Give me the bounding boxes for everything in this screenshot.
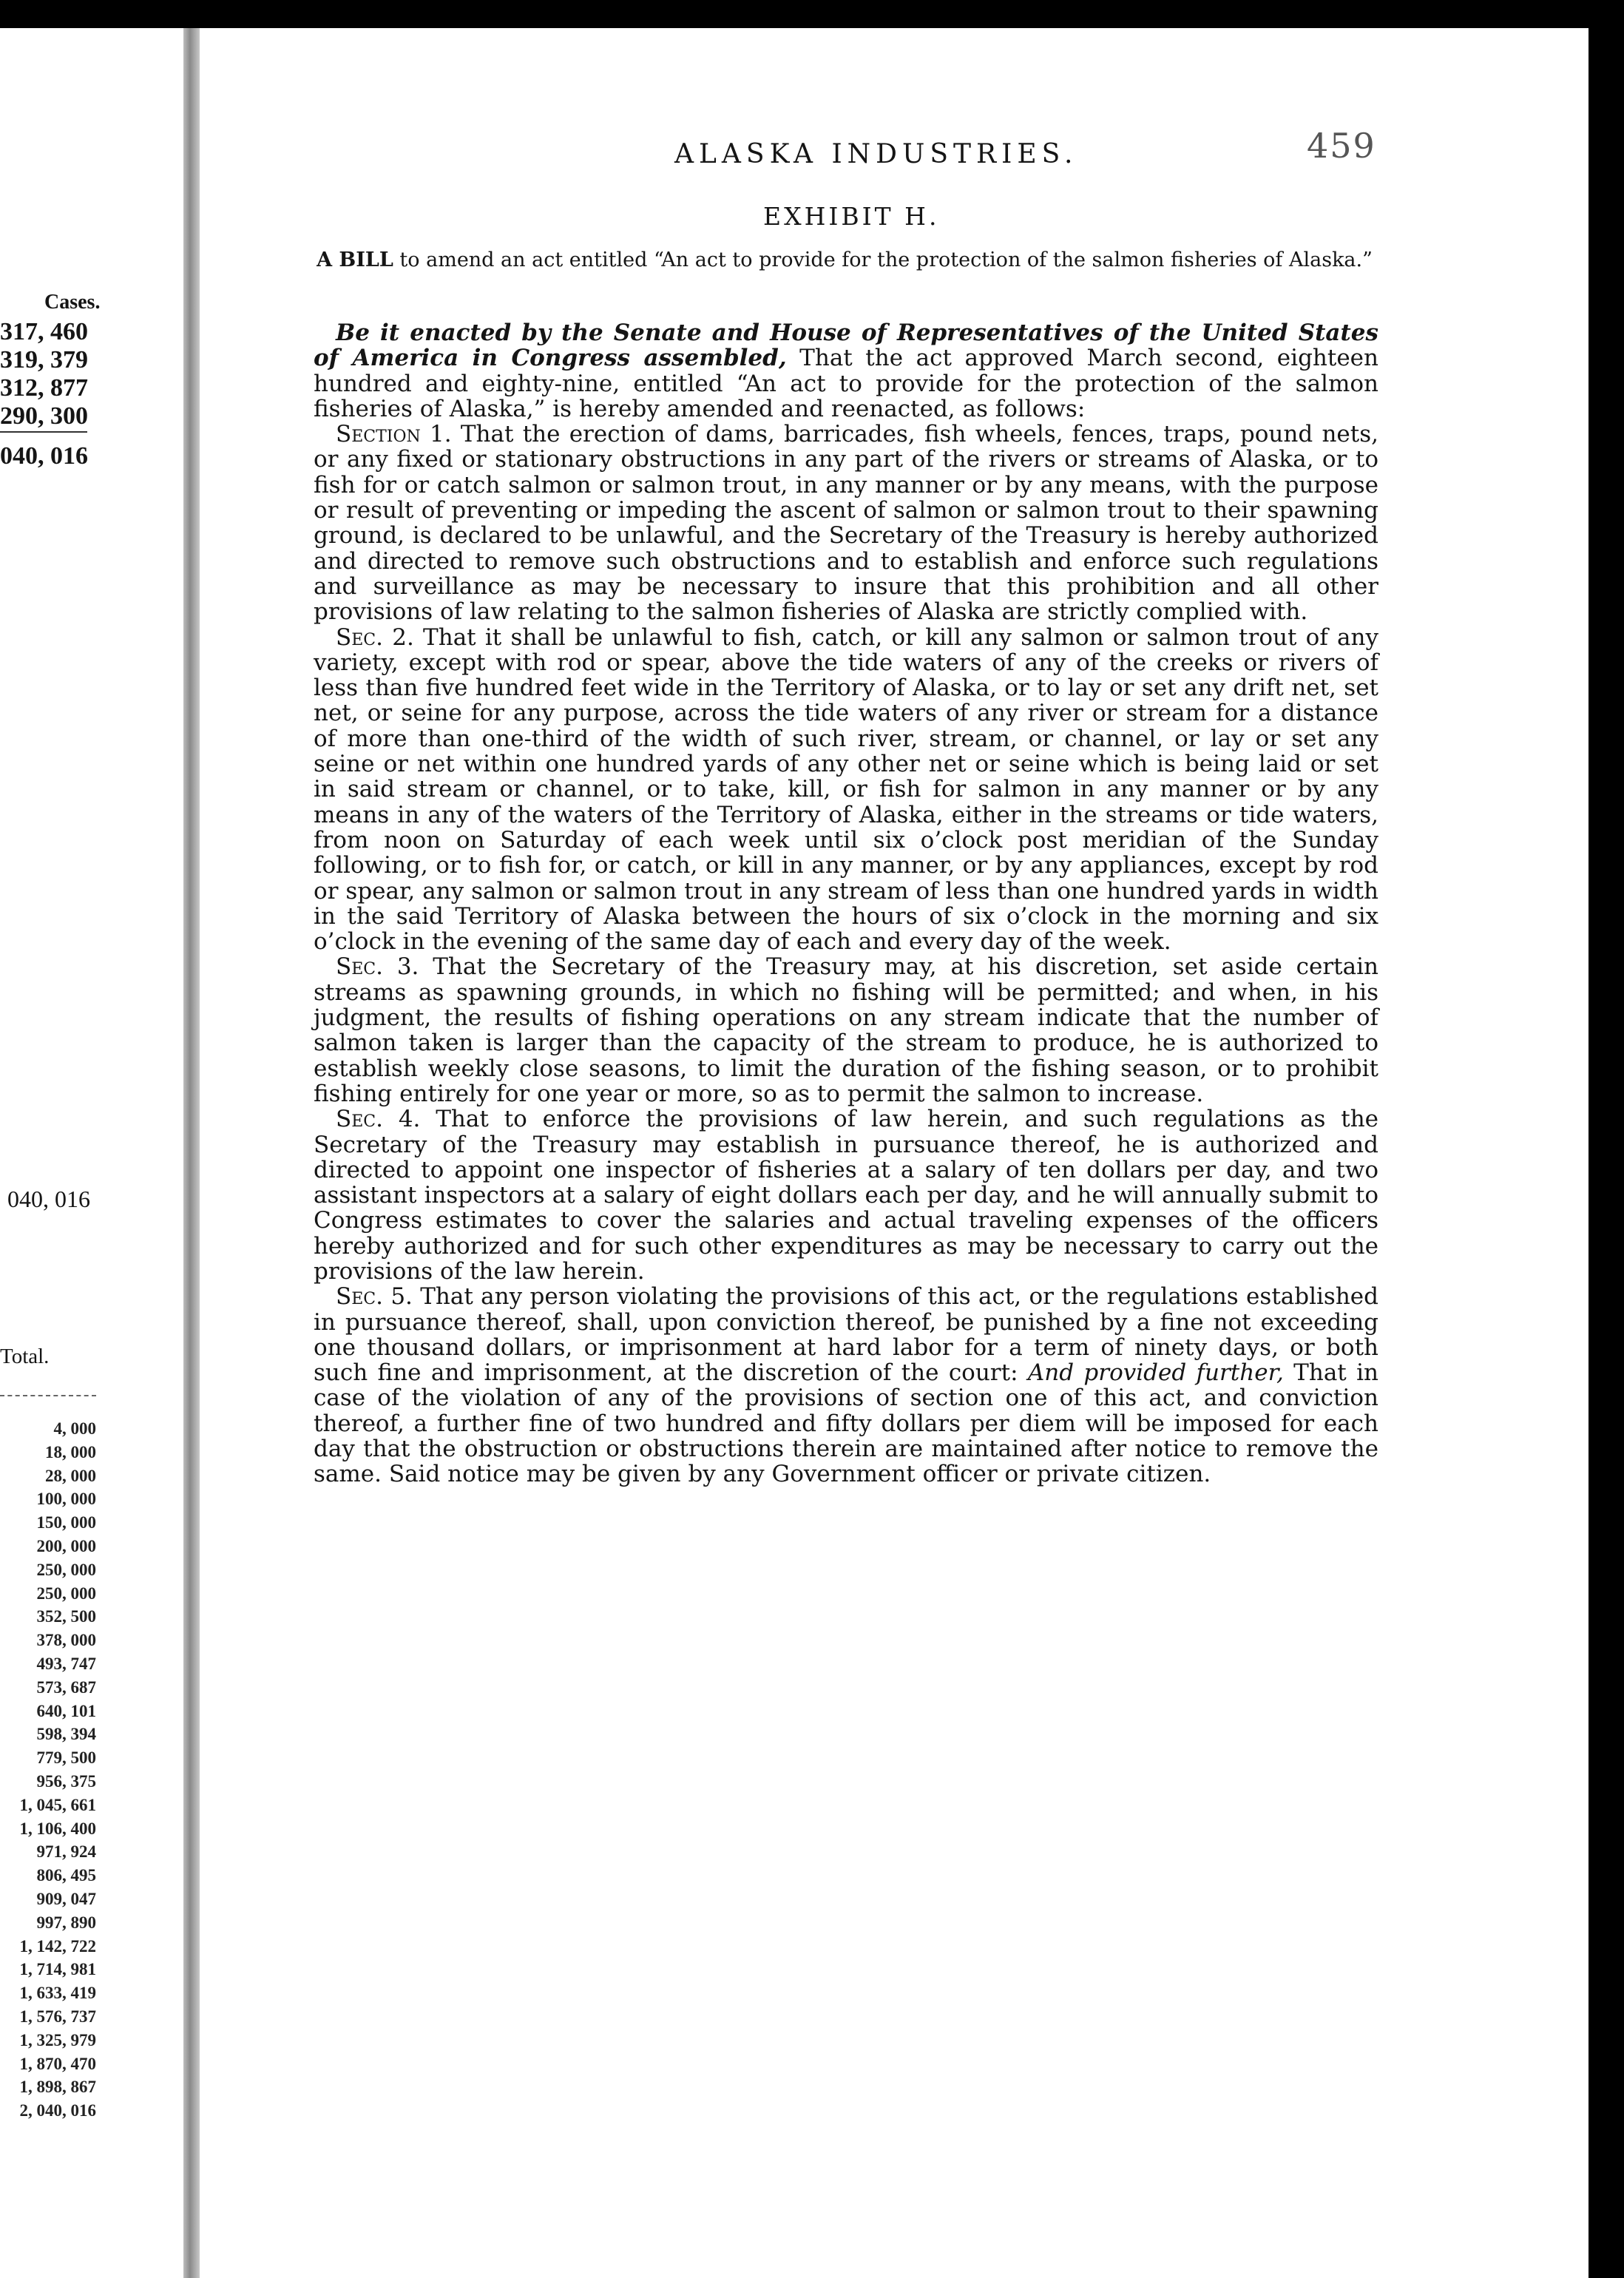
total-value: 1, 142, 722 — [19, 1936, 96, 1956]
total-column-rule — [0, 1395, 96, 1396]
total-value: 909, 047 — [36, 1889, 96, 1908]
scan-border-right — [1589, 0, 1624, 2278]
repeated-sum: 040, 016 — [7, 1186, 90, 1212]
section-label: Sec. 4. — [336, 1106, 421, 1133]
section-3 — [314, 954, 1378, 1106]
total-value: 640, 101 — [36, 1701, 96, 1720]
total-value: 573, 687 — [36, 1677, 96, 1697]
section-text-continued: That in case of the violation of any of the provisions of section one of this act, and conviction thereof, a further fine of two hundred and fifty dollars per diem will be imposed for each day that the obstruction or obstructions therein are maintained after notice to remove the same. Said notice may be given by any Government officer or private citizen. — [314, 1359, 1378, 1488]
bill-title-text: to amend an act entitled “An act to provide for the protection of the salmon fisheries of Alaska.” — [393, 249, 1373, 271]
total-value: 806, 495 — [36, 1866, 96, 1885]
scan-border-top — [0, 0, 1624, 28]
cases-value: 319, 379 — [0, 346, 88, 374]
total-column-heading: Total. — [0, 1345, 50, 1368]
total-value: 250, 000 — [36, 1584, 96, 1603]
enacting-clause-text: That the act approved March second, eighteen hundred and eighty-nine, entitled “An act to provide for the protection of the salmon fisheries of Alaska,” is hereby amended and reenacted, as follows: — [314, 345, 1378, 422]
section-label: Sec. 2. — [336, 623, 414, 651]
running-head: ALASKA INDUSTRIES. — [674, 139, 1078, 169]
total-value: 28, 000 — [45, 1466, 96, 1485]
total-value: 18, 000 — [45, 1442, 96, 1461]
total-value: 1, 576, 737 — [19, 2007, 96, 2026]
section-1 — [314, 422, 1378, 624]
total-value: 200, 000 — [36, 1536, 96, 1555]
facing-page-fragment — [0, 28, 183, 2278]
page-number: 459 — [1307, 126, 1376, 166]
total-value: 493, 747 — [36, 1654, 96, 1673]
section-text: That the erection of dams, barricades, fish wheels, fences, traps, pound nets, or any fixed or stationary obstructions in any part of the rivers or streams of Alaska, or to fish for or catch salmon or salmon trout, in any manner or by any means, with the purpose or result of preventing or impeding the ascent of salmon or salmon trout to their spawning ground, is declared to be unlawful, and the Secretary of the Treasury is hereby authorized and directed to remove such obstructions and to establish and enforce such regulations and surveillance as may be necessary to insure that this prohibition and all other provisions of law relating to the salmon fisheries of Alaska are strictly complied with. — [314, 421, 1378, 626]
total-value: 4, 000 — [53, 1419, 96, 1438]
cases-sum: 040, 016 — [0, 442, 88, 470]
bill-lead: A BILL — [317, 249, 393, 271]
cases-value: 312, 877 — [0, 374, 88, 402]
total-value: 1, 325, 979 — [19, 2030, 96, 2049]
section-label: Section 1. — [336, 421, 452, 448]
total-value: 1, 106, 400 — [19, 1819, 96, 1838]
section-text: That to enforce the provisions of law herein, and such regulations as the Secretary of the Treasury may establish in pursuance thereof, he is authorized and directed to appoint one inspector of fisheries at a salary of ten dollars per day, and two assistant inspectors at a salary of eight dollars each per day, and he will annually submit to Congress estimates to cover the salaries and actual traveling expenses of the officers hereby authorized and for such other expenditures as may be necessary to carry out the provisions of the law herein. — [314, 1106, 1379, 1285]
section-4 — [314, 1106, 1378, 1284]
total-value: 779, 500 — [36, 1748, 96, 1768]
cases-value: 290, 300 — [0, 402, 88, 430]
total-value: 150, 000 — [36, 1513, 96, 1532]
total-value: 956, 375 — [36, 1771, 96, 1791]
cases-column — [0, 318, 87, 430]
section-label: Sec. 3. — [336, 953, 419, 981]
cases-sum-rule — [0, 431, 87, 433]
section-text: That any person violating the provisions of this act, or the regulations established in pursuance thereof, shall, upon conviction thereof, be punished by a fine not exceeding one thousand dollars, or imprisonment at hard labor for a term of ninety days, or both such fine and imprisonment, at the discretion of the court: — [314, 1283, 1378, 1387]
total-value: 598, 394 — [36, 1725, 96, 1744]
section-text: That the Secretary of the Treasury may, at his discretion, set aside certain streams as spawning grounds, in which no fishing will be permitted; and when, in his judgment, the results of fishing operations on any stream indicate that the number of salmon taken is larger than the capacity of the stream to produce, he is authorized to establish weekly close seasons, to limit the duration of the fishing season, or to prohibit fishing entirely for one year or more, so as to permit the salmon to increase. — [314, 953, 1378, 1107]
cases-value: 317, 460 — [0, 318, 88, 345]
total-value: 1, 633, 419 — [19, 1984, 96, 2003]
enacting-clause-italic: Be it enacted by the Senate and House of Representatives of the United States of America in Congress assembled, — [314, 320, 1378, 372]
total-value: 352, 500 — [36, 1607, 96, 1626]
section-5 — [314, 1284, 1378, 1487]
total-value: 1, 045, 661 — [19, 1795, 96, 1814]
section-2 — [314, 625, 1378, 955]
section-text: That it shall be unlawful to fish, catch, or kill any salmon or salmon trout of any variety, except with rod or spear, above the tide waters of any of the creeks or rivers of less than five hundred feet wide in the Territory of Alaska, or to lay or set any drift net, set net, or seine for any purpose, across the tide waters of any river or stream for a distance of more than one-third of the width of such river, stream, or channel, or lay or set any seine or net within one hundred yards of any other net or seine which is being laid or set in said stream or channel, or to take, kill, or fish for salmon in any manner or by any means in any of the waters of the Territory of Alaska, either in the streams or tide waters, from noon on Saturday of each week until six o’clock post meridian of the Sunday following, or to fish for, or catch, or kill in any manner, or by any appliances, except by rod or spear, any salmon or salmon trout in any stream of less than one hundred yards in width in the said Territory of Alaska between the hours of six o’clock in the morning and six o’clock in the evening of the same day of each and every day of the week. — [314, 623, 1378, 956]
total-value: 378, 000 — [36, 1631, 96, 1650]
section-label: Sec. 5. — [336, 1283, 413, 1311]
proviso: And provided further, — [1027, 1359, 1284, 1387]
total-value: 971, 924 — [36, 1842, 96, 1862]
enacting-clause — [314, 320, 1378, 422]
cases-column-heading: Cases. — [44, 291, 101, 314]
bill-title — [312, 249, 1377, 272]
total-value: 997, 890 — [36, 1913, 96, 1932]
total-value: 1, 898, 867 — [19, 2078, 96, 2097]
exhibit-heading: EXHIBIT H. — [763, 202, 940, 231]
total-value: 250, 000 — [36, 1560, 96, 1579]
total-value: 2, 040, 016 — [19, 2101, 96, 2120]
book-gutter — [183, 28, 200, 2278]
totals-column — [0, 1417, 96, 2123]
total-value: 1, 714, 981 — [19, 1960, 96, 1979]
bill-body — [314, 320, 1378, 1487]
document-page — [201, 28, 1589, 2278]
total-value: 100, 000 — [36, 1490, 96, 1509]
total-value: 1, 870, 470 — [19, 2054, 96, 2073]
